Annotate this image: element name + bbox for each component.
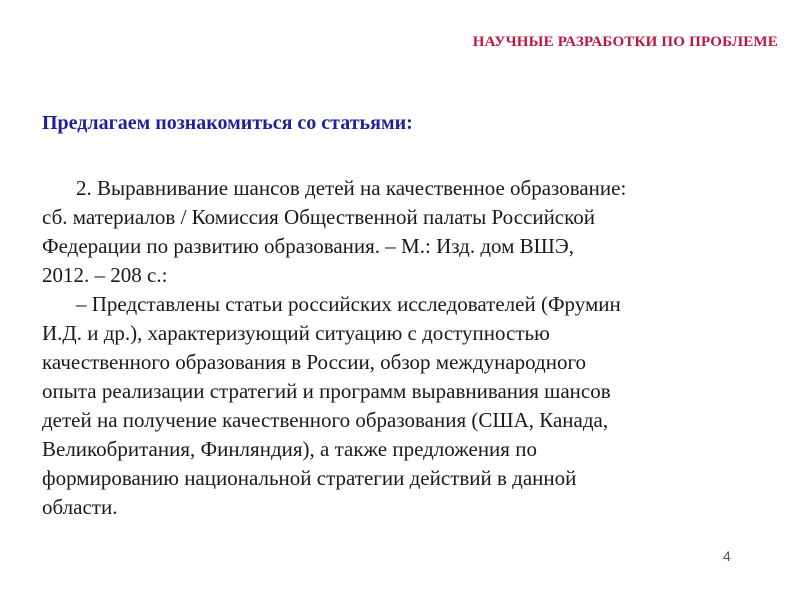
- section-heading: Предлагаем познакомиться со статьями:: [42, 112, 413, 134]
- body-line: области.: [42, 495, 118, 519]
- body-line: опыта реализации стратегий и программ выравнивания шансов: [42, 379, 611, 403]
- body-line: – Представлены статьи российских исследователей (Фрумин: [76, 292, 621, 316]
- body-line: сб. материалов / Комиссия Общественной палаты Российской: [42, 205, 596, 229]
- body-line: И.Д. и др.), характеризующий ситуацию с доступностью: [42, 321, 550, 345]
- page-number: 4: [723, 548, 731, 564]
- body-line: 2. Выравнивание шансов детей на качественное образование:: [76, 176, 627, 200]
- body-line: детей на получение качественного образования (США, Канада,: [42, 408, 609, 432]
- body-line: формированию национальной стратегии действий в данной: [42, 466, 577, 490]
- body-line: 2012. – 208 с.:: [42, 263, 168, 287]
- body-line: Федерации по развитию образования. – М.: Изд. дом ВШЭ,: [42, 234, 574, 258]
- body-line: Великобритания, Финляндия), а также предложения по: [42, 437, 537, 461]
- slide-header-title: НАУЧНЫЕ РАЗРАБОТКИ ПО ПРОБЛЕМЕ: [472, 34, 778, 50]
- body-line: качественного образования в России, обзор международного: [42, 350, 587, 374]
- body-text: [42, 174, 762, 522]
